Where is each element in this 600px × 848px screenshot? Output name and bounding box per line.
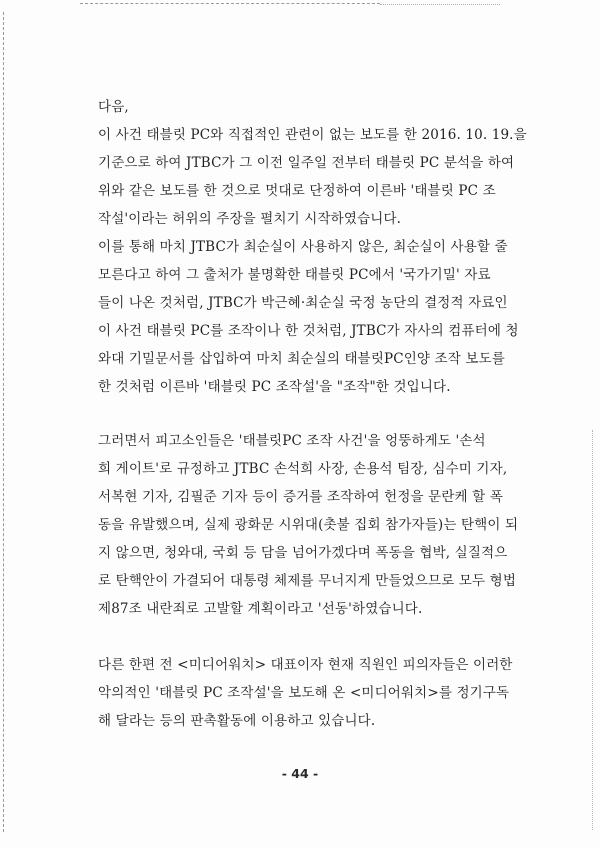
text-line: 다음, (98, 99, 129, 115)
text-line: 기준으로 하여 JTBC가 그 이전 일주일 전부터 태블릿 PC 분석을 하여 (98, 155, 515, 171)
text-line: 제87조 내란죄로 고발할 계획이라고 '선동'하였습니다. (98, 601, 423, 617)
text-line: 와대 기밀문서를 삽입하여 마치 최순실의 태블릿PC인양 조작 보도를 (98, 351, 505, 367)
text-line: 이 사건 태블릿 PC를 조작이나 한 것처럼, JTBC가 자사의 컴퓨터에 청 (98, 323, 519, 339)
text-line: 작설'이라는 허위의 주장을 펼치기 시작하였습니다. (98, 211, 402, 227)
paragraph-2 (98, 427, 538, 623)
text-line: 서복현 기자, 김필준 기자 등이 증거를 조작하여 헌정을 문란케 할 폭 (98, 489, 504, 505)
text-line: 모른다고 하여 그 출처가 불명확한 태블릿 PC에서 '국가기밀' 자료 (98, 267, 491, 283)
paragraph-1 (98, 93, 538, 401)
scan-artifact-top (80, 3, 380, 5)
text-line: 로 탄핵안이 가결되어 대통령 체제를 무너지게 만들었으므로 모두 형법 (98, 573, 517, 589)
text-line: 이를 통해 마치 JTBC가 최순실이 사용하지 않은, 최순실이 사용할 줄 (98, 239, 508, 255)
scan-artifact-top-2 (380, 4, 500, 6)
text-line: 악의적인 '태블릿 PC 조작설'을 보도해 온 <미디어워치>를 정기구독 (98, 685, 510, 701)
text-line: 한 것처럼 이른바 '태블릿 PC 조작설'을 "조작"한 것입니다. (98, 379, 451, 395)
text-line: 위와 같은 보도를 한 것으로 멋대로 단정하여 이른바 '태블릿 PC 조 (98, 183, 496, 199)
page-number: - 44 - (281, 766, 319, 781)
text-line: 그러면서 피고소인들은 '태블릿PC 조작 사건'을 엉뚱하게도 '손석 (98, 433, 486, 449)
text-line: 이 사건 태블릿 PC와 직접적인 관련이 없는 보도를 한 2016. 10. 19.을 (98, 127, 527, 143)
paragraph-3 (98, 651, 538, 735)
text-line: 다른 한편 전 <미디어워치> 대표이자 현재 직원인 피의자들은 이러한 (98, 657, 513, 673)
text-line: 동을 유발했으며, 실제 광화문 시위대(촛불 집회 참가자들)는 탄핵이 되 (98, 517, 519, 533)
scan-artifact-left (3, 12, 5, 832)
text-line: 지 않으면, 청와대, 국회 등 담을 넘어가겠다며 폭동을 협박, 실질적으 (98, 545, 508, 561)
text-line: 들이 나온 것처럼, JTBC가 박근혜·최순실 국정 농단의 결정적 자료인 (98, 295, 508, 311)
text-line: 희 게이트'로 규정하고 JTBC 손석희 사장, 손용석 팀장, 심수미 기자, (98, 461, 508, 477)
text-line: 해 달라는 등의 판촉활동에 이용하고 있습니다. (98, 713, 376, 729)
